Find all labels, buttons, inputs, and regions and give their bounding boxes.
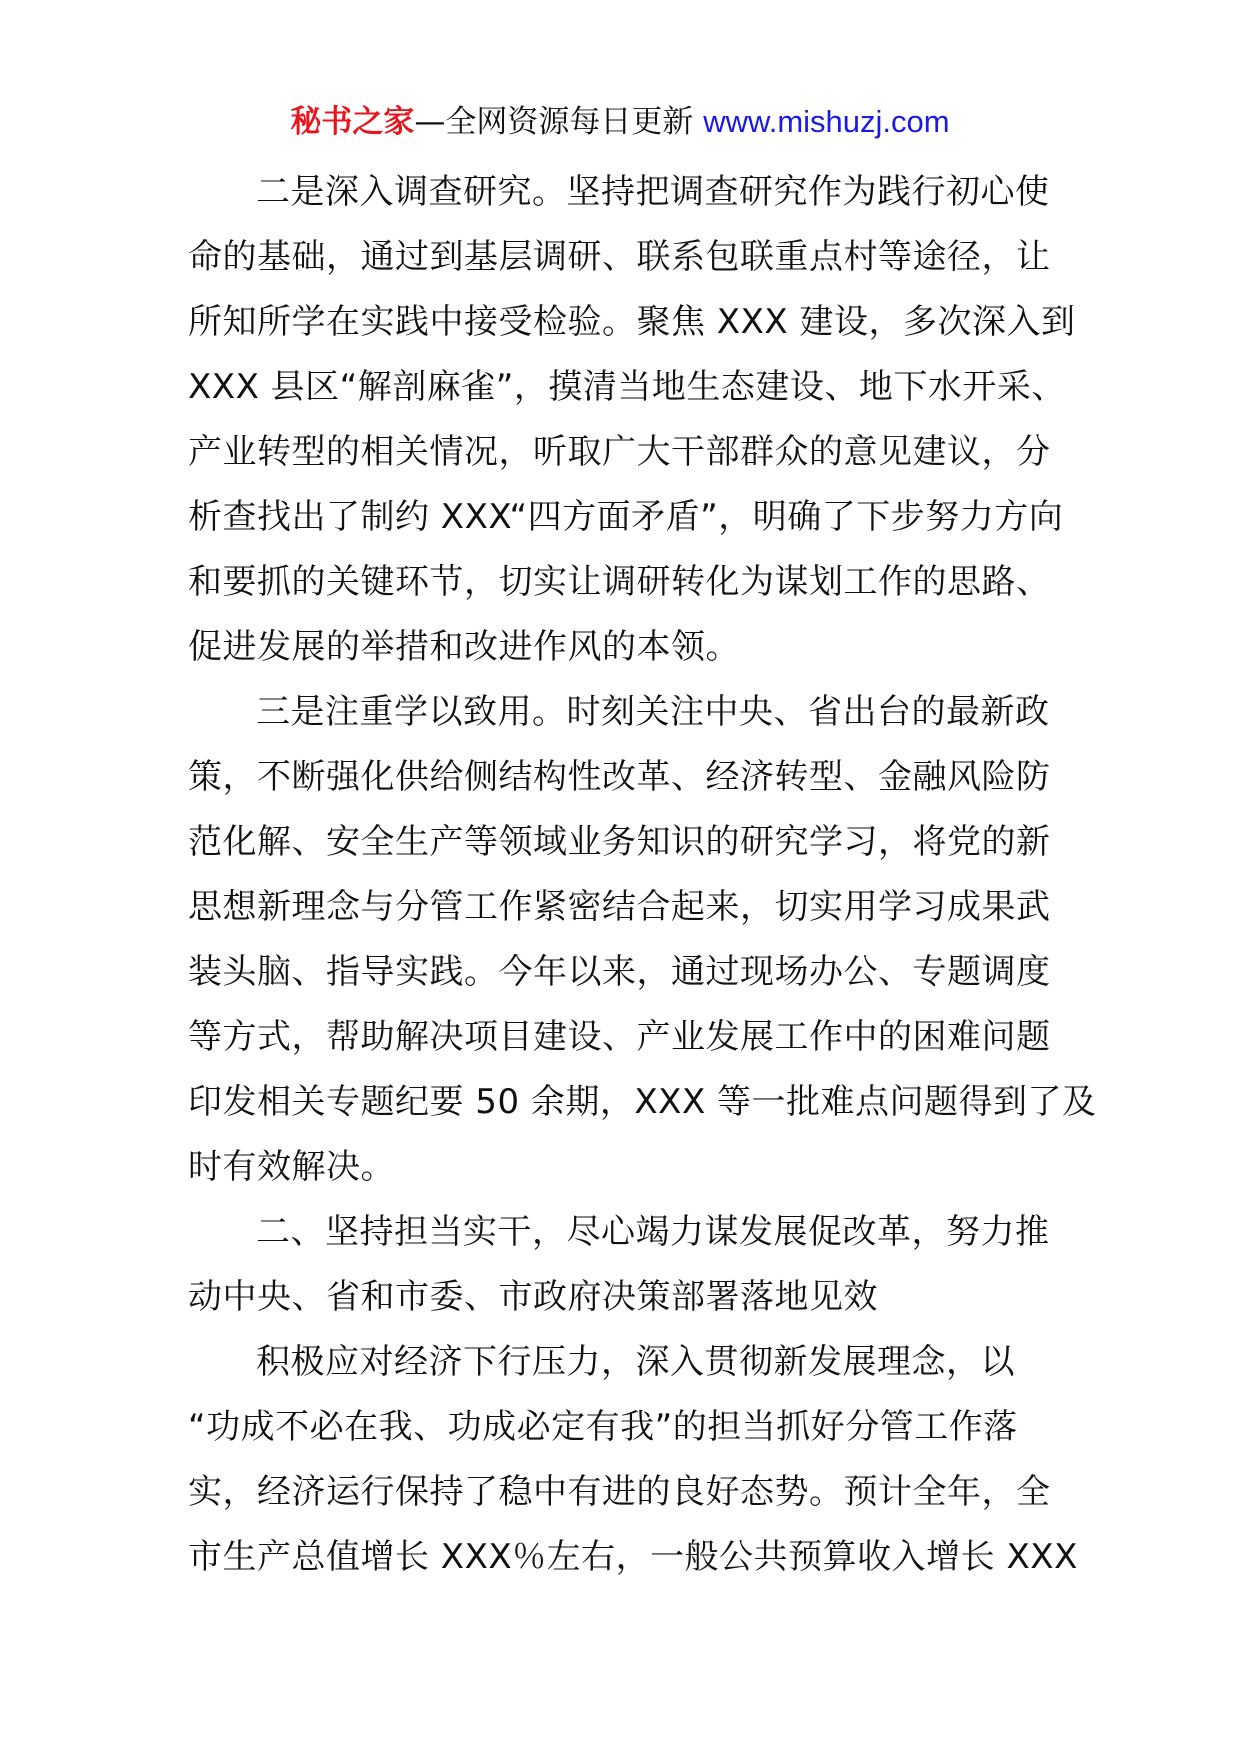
paragraph-line: 所知所学在实践中接受检验。聚焦 XXX 建设，多次深入到	[188, 302, 1076, 342]
paragraph-line: 三是注重学以致用。时刻关注中央、省出台的最新政	[256, 692, 1050, 732]
website-link[interactable]: www.mishuzj.com	[703, 104, 950, 139]
paragraph-line: 时有效解决。	[188, 1147, 395, 1187]
header-tagline: —全网资源每日更新	[414, 104, 704, 140]
paragraph-line: 积极应对经济下行压力，深入贯彻新发展理念，以	[256, 1342, 1015, 1382]
paragraph-line: 市生产总值增长 XXX％左右，一般公共预算收入增长 XXX	[188, 1537, 1078, 1577]
paragraph-line: 印发相关专题纪要 50 余期，XXX 等一批难点问题得到了及	[188, 1082, 1097, 1122]
section-heading-line: 二、坚持担当实干，尽心竭力谋发展促改革，努力推	[256, 1212, 1050, 1252]
paragraph-line: 范化解、安全生产等领域业务知识的研究学习，将党的新	[188, 822, 1051, 862]
paragraph-line: 析查找出了制约 XXX“四方面矛盾”，明确了下步努力方向	[188, 497, 1064, 537]
paragraph-line: 二是深入调查研究。坚持把调查研究作为践行初心使	[256, 172, 1050, 212]
paragraph-line: XXX 县区“解剖麻雀”，摸清当地生态建设、地下水开采、	[188, 367, 1066, 407]
paragraph-line: 命的基础，通过到基层调研、联系包联重点村等途径，让	[188, 237, 1051, 277]
paragraph-line: 策，不断强化供给侧结构性改革、经济转型、金融风险防	[188, 757, 1051, 797]
paragraph-line: “功成不必在我、功成必定有我”的担当抓好分管工作落	[188, 1407, 1018, 1447]
paragraph-line: 促进发展的举措和改进作风的本领。	[188, 627, 740, 667]
document-body	[188, 160, 1097, 1590]
paragraph-line: 思想新理念与分管工作紧密结合起来，切实用学习成果武	[188, 887, 1051, 927]
paragraph-line: 等方式，帮助解决项目建设、产业发展工作中的困难问题	[188, 1017, 1051, 1057]
paragraph-line: 和要抓的关键环节，切实让调研转化为谋划工作的思路、	[188, 562, 1051, 602]
paragraph-line: 产业转型的相关情况，听取广大干部群众的意见建议，分	[188, 432, 1051, 472]
paragraph-line: 装头脑、指导实践。今年以来，通过现场办公、专题调度	[188, 952, 1051, 992]
page-header	[0, 100, 1240, 144]
section-heading-line: 动中央、省和市委、市政府决策部署落地见效	[188, 1277, 878, 1317]
brand-name: 秘书之家	[290, 104, 415, 140]
paragraph-line: 实，经济运行保持了稳中有进的良好态势。预计全年，全	[188, 1472, 1051, 1512]
